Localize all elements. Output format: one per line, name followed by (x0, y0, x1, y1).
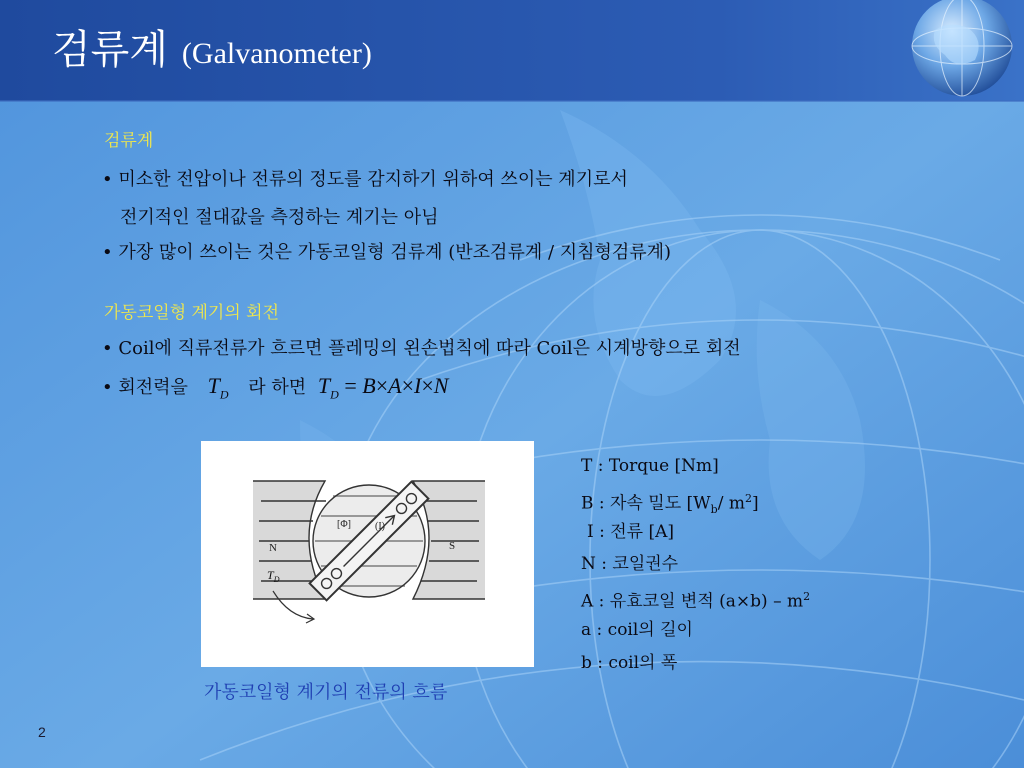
torque-mid-text: 라 하면 (248, 377, 307, 398)
bullet-definition-line2: 전기적인 절대값을 측정하는 계기는 아님 (120, 207, 439, 228)
figure-caption: 가동코일형 계기의 전류의 흐름 (204, 682, 448, 703)
bullet-coil-rotation: • Coil에 직류전류가 흐르면 플레밍의 왼손법칙에 따라 Coil은 시계방향으로 회전 (102, 338, 741, 359)
variable-legend (581, 450, 810, 680)
torque-formula: $T_D = B\times A\times I\times N$ (317, 373, 449, 402)
section-heading-galvanometer: 검류계 (104, 131, 154, 151)
legend-B: B : 자속 밀도 [$W_b/$ $m^2$] (581, 491, 759, 516)
torque-symbol: $T_D$ (207, 373, 229, 402)
bullet-common-type: • 가장 많이 쓰이는 것은 가동코일형 검류계 (반조검류계 / 지침형검류계) (102, 242, 672, 263)
page-number: 2 (38, 724, 46, 740)
legend-T: T : Torque [Nm] (581, 456, 719, 476)
label-flux: [Φ] (337, 519, 351, 530)
legend-A: A : 유효코일 변적 $(a\times b) - m^2$ (581, 590, 811, 612)
section-heading-rotation: 가동코일형 계기의 회전 (104, 303, 280, 323)
legend-b: b : coil의 폭 (581, 652, 678, 673)
legend-I: I : 전류 [A] (587, 521, 675, 542)
label-N: N (269, 542, 277, 554)
title-english: (Galvanometer) (181, 37, 372, 70)
label-current: (I) (375, 521, 385, 532)
globe-icon (912, 0, 1012, 96)
legend-N: N : 코일권수 (581, 554, 679, 575)
galvanometer-figure (201, 441, 534, 667)
label-torque: $T_D$ (267, 568, 280, 584)
torque-prefix: • 회전력을 (102, 377, 188, 398)
label-S: S (449, 540, 456, 552)
moving-coil-diagram (201, 441, 534, 667)
slide-title (52, 18, 372, 75)
bullet-torque (102, 373, 448, 402)
title-korean: 검류계 (52, 27, 168, 73)
legend-a: a : coil의 길이 (581, 619, 693, 640)
bullet-definition-line1: • 미소한 전압이나 전류의 정도를 감지하기 위하여 쓰이는 계기로서 (102, 169, 628, 190)
